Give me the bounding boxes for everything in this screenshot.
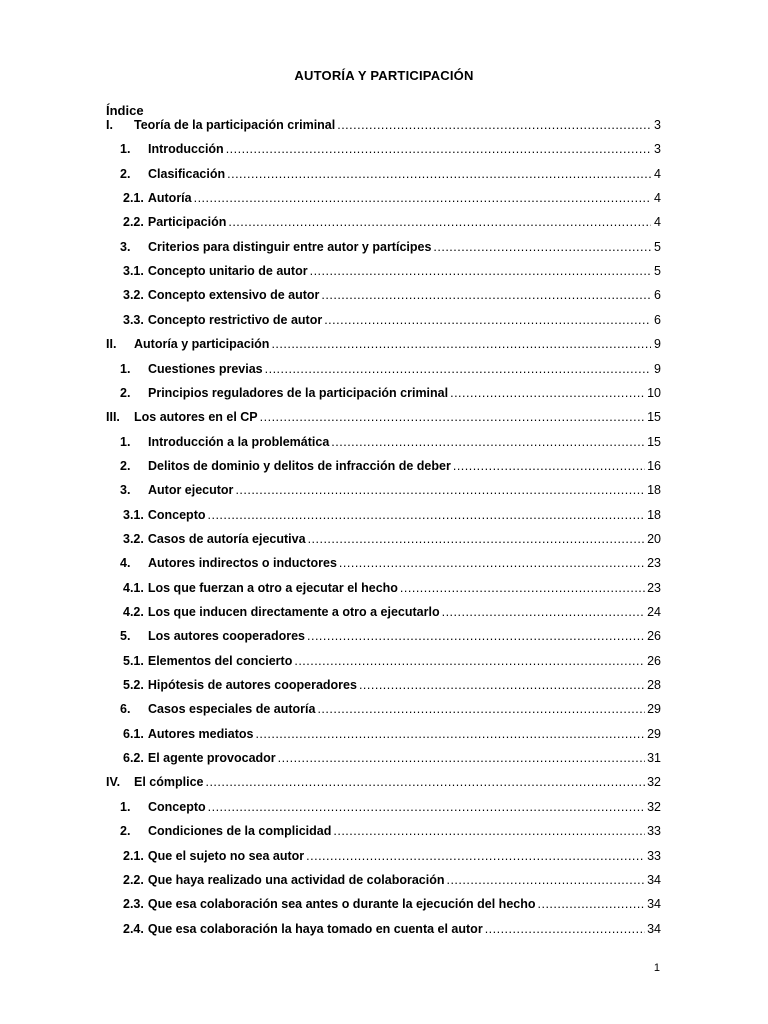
toc-entry-number: 2.3. [123, 897, 144, 912]
toc-entry-number: 3.1. [123, 264, 144, 279]
toc-dot-leader [308, 532, 646, 546]
toc-entry[interactable] [106, 581, 661, 601]
toc-entry-number: IV. [106, 775, 121, 790]
toc-entry[interactable] [106, 288, 661, 308]
toc-entry-page: 32 [647, 775, 661, 790]
toc-entry-title: Hipótesis de autores cooperadores [147, 678, 357, 693]
toc-entry[interactable] [106, 727, 661, 747]
toc-entry-title: Autoría y participación [134, 337, 270, 352]
toc-entry[interactable] [106, 313, 661, 333]
toc-entry[interactable] [106, 240, 661, 260]
toc-entry-page: 6 [654, 312, 661, 327]
toc-entry-title: Cuestiones previas [148, 361, 263, 376]
toc-entry-page: 9 [654, 361, 661, 376]
toc-entry-title: Introducción [148, 142, 224, 157]
toc-entry[interactable] [106, 337, 661, 357]
toc-entry[interactable] [106, 264, 661, 284]
toc-entry-title: Autores indirectos o inductores [148, 556, 337, 571]
toc-entry-title: Delitos de dominio y delitos de infracción de deber [148, 458, 451, 473]
toc-entry-page: 28 [647, 678, 661, 693]
toc-entry-title: Concepto [147, 507, 206, 522]
index-heading: Índice [106, 103, 144, 118]
toc-entry-page: 24 [647, 605, 661, 619]
toc-entry-title: El cómplice [134, 775, 204, 790]
toc-entry-number: 2.1. [123, 191, 144, 206]
toc-dot-leader [227, 167, 651, 181]
toc-entry[interactable] [106, 435, 661, 455]
toc-entry[interactable] [106, 142, 661, 162]
toc-entry-page: 18 [647, 483, 661, 498]
toc-entry[interactable] [106, 362, 661, 382]
toc-entry-title: Concepto restrictivo de autor [147, 312, 323, 327]
toc-dot-leader [339, 556, 645, 570]
toc-entry-page: 29 [647, 726, 661, 741]
toc-entry[interactable] [106, 751, 661, 771]
toc-entry[interactable] [106, 410, 661, 430]
toc-entry-page: 34 [647, 897, 661, 912]
toc-entry-title: Clasificación [148, 166, 226, 181]
toc-entry-title: Que esa colaboración la haya tomado en cuenta el autor [147, 921, 483, 936]
toc-dot-leader [485, 922, 645, 936]
toc-entry-title: Que haya realizado una actividad de colaboración [147, 872, 445, 887]
toc-dot-leader [226, 142, 651, 156]
toc-entry-number: 3. [120, 483, 131, 498]
toc-dot-leader [228, 215, 651, 229]
toc-entry-number: 4. [120, 556, 131, 571]
toc-entry-title: Que esa colaboración sea antes o durante la ejecución del hecho [147, 897, 536, 912]
toc-dot-leader [331, 435, 645, 449]
toc-dot-leader [255, 727, 645, 741]
toc-entry-number: 2.1. [123, 848, 144, 863]
toc-dot-leader [271, 337, 651, 351]
toc-entry-number: 1. [120, 361, 131, 376]
toc-entry-page: 20 [647, 531, 661, 546]
toc-entry-title: Que el sujeto no sea autor [147, 848, 305, 863]
toc-entry-number: 2. [120, 166, 131, 181]
toc-entry[interactable] [106, 118, 661, 138]
toc-dot-leader [450, 386, 645, 400]
toc-entry-page: 26 [647, 653, 661, 668]
toc-entry-page: 26 [647, 629, 661, 644]
toc-entry-page: 32 [647, 799, 661, 814]
toc-dot-leader [208, 800, 645, 814]
toc-entry[interactable] [106, 386, 661, 406]
toc-entry[interactable] [106, 483, 661, 503]
toc-entry[interactable] [106, 459, 661, 479]
toc-dot-leader [235, 483, 645, 497]
toc-entry-number: II. [106, 337, 117, 352]
toc-dot-leader [400, 581, 645, 595]
toc-entry-number: 1. [120, 142, 131, 157]
toc-entry-title: Condiciones de la complicidad [148, 824, 332, 839]
toc-entry-number: 4.1. [123, 580, 144, 595]
toc-dot-leader [337, 118, 651, 132]
toc-entry-page: 4 [654, 166, 661, 181]
toc-entry[interactable] [106, 849, 661, 869]
toc-entry-number: 2.2. [123, 872, 144, 887]
toc-entry-number: 3.2. [123, 288, 144, 303]
toc-entry-number: 2.2. [123, 215, 144, 230]
toc-entry-number: 1. [120, 799, 131, 814]
toc-entry[interactable] [106, 678, 661, 698]
toc-entry-page: 34 [647, 872, 661, 887]
toc-entry-title: Criterios para distinguir entre autor y partícipes [148, 239, 432, 254]
toc-entry-page: 31 [647, 751, 661, 766]
toc-entry-number: 4.2. [123, 605, 144, 619]
toc-entry[interactable] [106, 922, 661, 942]
toc-entry-title: Casos especiales de autoría [148, 702, 316, 717]
toc-entry-number: 1. [120, 434, 131, 449]
toc-entry-page: 5 [654, 239, 661, 254]
toc-dot-leader [306, 849, 645, 863]
toc-entry[interactable] [106, 897, 661, 917]
toc-entry-page: 16 [647, 458, 661, 473]
toc-entry-title: Principios reguladores de la participación criminal [148, 385, 449, 400]
toc-dot-leader [433, 240, 651, 254]
toc-dot-leader [310, 264, 651, 278]
toc-entry-page: 4 [654, 191, 661, 206]
toc-dot-leader [359, 678, 645, 692]
toc-entry-number: 5. [120, 629, 131, 644]
toc-entry-title: El agente provocador [147, 751, 276, 766]
toc-entry-title: Los que fuerzan a otro a ejecutar el hecho [147, 580, 398, 595]
toc-entry-title: Concepto [148, 799, 206, 814]
toc-entry-title: Teoría de la participación criminal [134, 118, 336, 132]
toc-entry-number: III. [106, 410, 120, 425]
toc-entry[interactable] [106, 824, 661, 844]
toc-entry-title: Concepto unitario de autor [147, 264, 308, 279]
toc-entry-title: Los autores cooperadores [148, 629, 305, 644]
toc-entry-number: 2. [120, 824, 131, 839]
toc-dot-leader [333, 824, 645, 838]
toc-entry-page: 15 [647, 410, 661, 425]
toc-entry-number: 2. [120, 385, 131, 400]
toc-dot-leader [194, 191, 651, 205]
toc-entry-title: Los autores en el CP [134, 410, 258, 425]
toc-entry[interactable] [106, 508, 661, 528]
toc-dot-leader [307, 629, 645, 643]
toc-entry-page: 23 [647, 580, 661, 595]
toc-entry-page: 34 [647, 921, 661, 936]
toc-entry-title: Autores mediatos [147, 726, 254, 741]
toc-entry-number: 2.4. [123, 921, 144, 936]
toc-entry[interactable] [106, 191, 661, 211]
toc-entry-number: 3.1. [123, 507, 144, 522]
toc-dot-leader [208, 508, 646, 522]
toc-dot-leader [317, 702, 645, 716]
toc-entry-page: 15 [647, 434, 661, 449]
toc-entry-page: 9 [654, 337, 661, 352]
toc-dot-leader [442, 605, 645, 619]
toc-entry-page: 23 [647, 556, 661, 571]
toc-entry-page: 18 [647, 507, 661, 522]
toc-entry-number: 5.1. [123, 653, 144, 668]
toc-entry[interactable] [106, 605, 661, 625]
toc-dot-leader [205, 775, 645, 789]
toc-dot-leader [453, 459, 645, 473]
toc-dot-leader [278, 751, 645, 765]
toc-entry[interactable] [106, 873, 661, 893]
toc-entry-page: 5 [654, 264, 661, 279]
toc-entry-page: 4 [654, 215, 661, 230]
toc-entry-page: 3 [654, 118, 661, 132]
toc-entry-title: Participación [147, 215, 227, 230]
toc-entry[interactable] [106, 654, 661, 674]
toc-entry[interactable] [106, 167, 661, 187]
toc-dot-leader [324, 313, 651, 327]
toc-entry-number: 3.3. [123, 312, 144, 327]
toc-entry[interactable] [106, 215, 661, 235]
toc-entry-page: 33 [647, 824, 661, 839]
toc-entry-number: 2. [120, 458, 131, 473]
document-title: AUTORÍA Y PARTICIPACIÓN [294, 68, 474, 83]
toc-entry-page: 33 [647, 848, 661, 863]
page-number: 1 [653, 962, 660, 974]
toc-dot-leader [260, 410, 645, 424]
toc-entry[interactable] [106, 556, 661, 576]
toc-entry-title: Los que inducen directamente a otro a ejecutarlo [147, 605, 440, 619]
toc-entry-title: Autor ejecutor [148, 483, 234, 498]
toc-entry-title: Introducción a la problemática [148, 434, 330, 449]
toc-entry-number: 3. [120, 239, 131, 254]
toc-entry[interactable] [106, 629, 661, 649]
toc-entry-title: Casos de autoría ejecutiva [147, 531, 306, 546]
toc-entry-page: 6 [654, 288, 661, 303]
toc-entry-title: Concepto extensivo de autor [147, 288, 320, 303]
toc-entry-number: 6. [120, 702, 131, 717]
toc-dot-leader [446, 873, 645, 887]
toc-entry-page: 10 [647, 385, 661, 400]
toc-entry[interactable] [106, 800, 661, 820]
toc-entry-number: I. [106, 118, 113, 132]
toc-dot-leader [321, 288, 651, 302]
toc-entry-number: 5.2. [123, 678, 144, 693]
toc-entry-page: 29 [647, 702, 661, 717]
toc-entry-page: 3 [654, 142, 661, 157]
toc-entry[interactable] [106, 702, 661, 722]
toc-entry-title: Elementos del concierto [147, 653, 293, 668]
toc-entry-title: Autoría [147, 191, 192, 206]
toc-entry[interactable] [106, 775, 661, 795]
toc-entry-number: 6.2. [123, 751, 144, 766]
toc-entry[interactable] [106, 532, 661, 552]
toc-dot-leader [265, 362, 651, 376]
toc-dot-leader [294, 654, 645, 668]
toc-entry-number: 3.2. [123, 531, 144, 546]
toc-dot-leader [538, 897, 646, 911]
toc-entry-number: 6.1. [123, 726, 144, 741]
